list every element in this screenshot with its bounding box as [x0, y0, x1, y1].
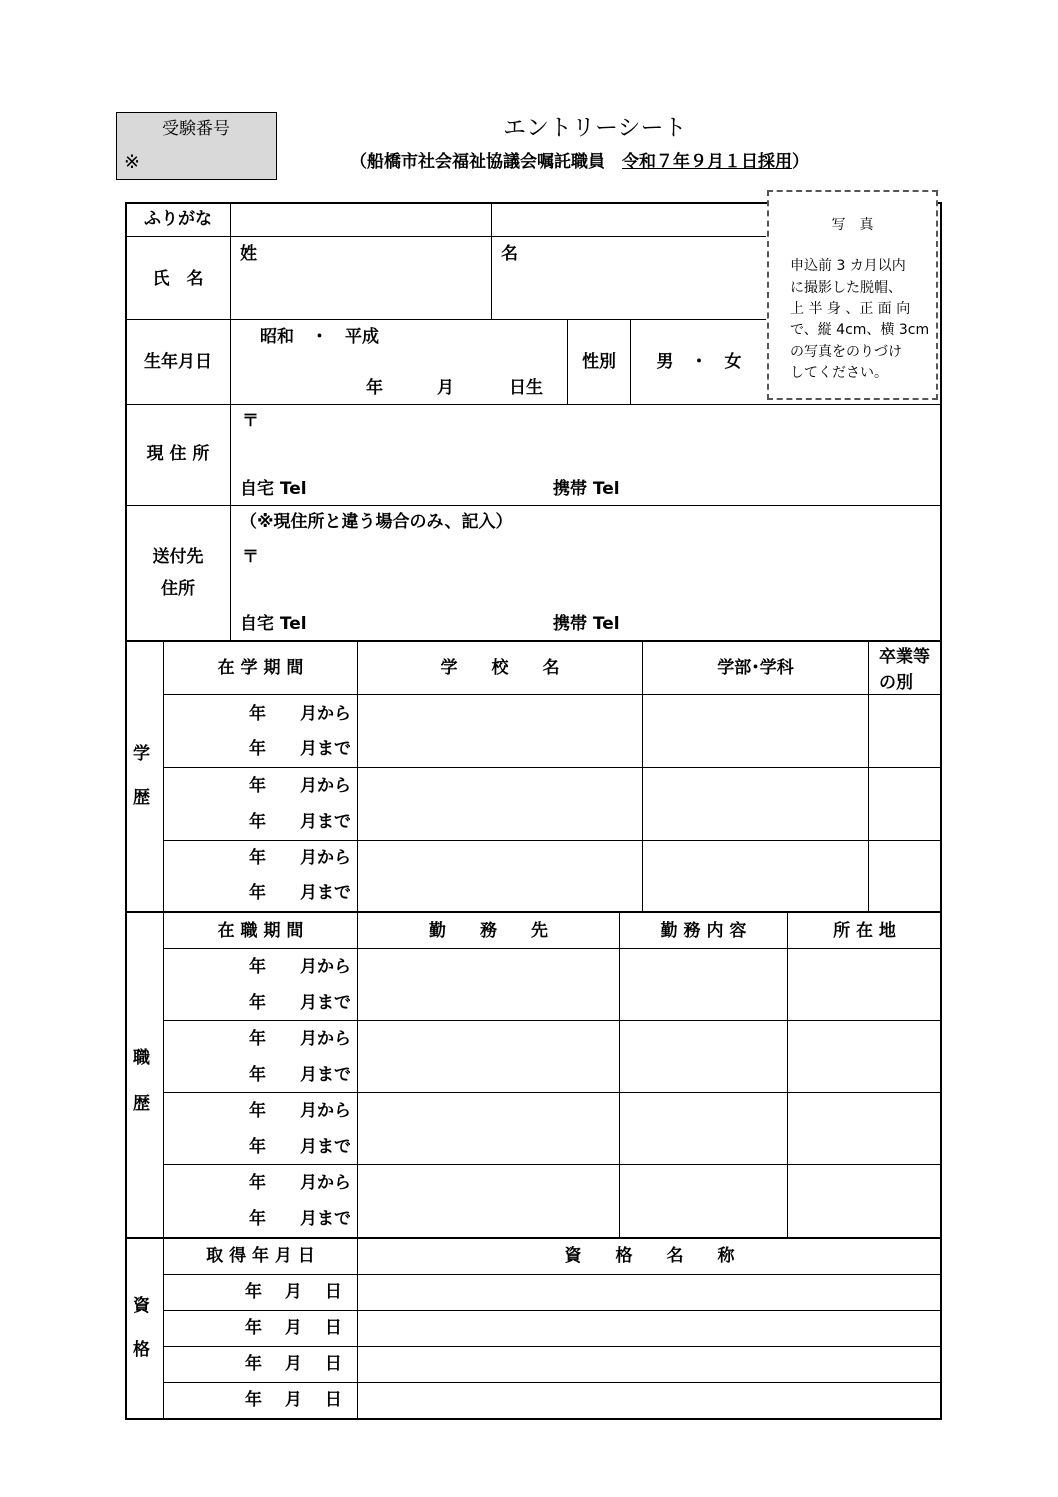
work-row-line-3 — [164, 1164, 941, 1165]
mailing-home-tel: 自宅 Tel — [240, 614, 307, 634]
edu-row-line-1 — [164, 767, 941, 768]
edu-row-line-2 — [164, 840, 941, 841]
subtitle-prefix: （船橋市社会福祉協議会嘱託職員 — [350, 152, 622, 172]
edu-row-3-from: 年 月から — [249, 848, 351, 868]
address-postal: 〒 — [242, 411, 259, 431]
side-label-divider — [163, 641, 164, 1419]
work-row-2-to: 年 月まで — [249, 1065, 351, 1085]
edu-header-period: 在 学 期 間 — [217, 658, 304, 678]
edu-side-label-1: 学 — [133, 744, 150, 764]
work-period-divider — [357, 912, 358, 1237]
mailing-mobile-tel: 携帯 Tel — [553, 614, 620, 634]
birth-day-unit: 日生 — [509, 378, 543, 398]
surname-label: 姓 — [240, 244, 257, 264]
qual-header-name: 資 格 名 称 — [564, 1246, 735, 1266]
edu-school-field-1[interactable] — [359, 696, 641, 766]
address-label: 現 住 所 — [146, 444, 210, 464]
address-row-line — [126, 505, 941, 506]
photo-instructions-6: してください。 — [790, 365, 888, 381]
work-employer-field-2[interactable] — [359, 1022, 618, 1091]
address-mobile-tel: 携帯 Tel — [553, 479, 620, 499]
given-name-field[interactable] — [493, 238, 765, 318]
furigana-label: ふりがな — [144, 209, 212, 229]
edu-period-divider — [357, 641, 358, 911]
work-employer-field-4[interactable] — [359, 1166, 618, 1235]
qual-row-1-date: 年 月 日 — [245, 1282, 342, 1302]
work-row-2-from: 年 月から — [249, 1029, 351, 1049]
work-row-4-to: 年 月まで — [249, 1209, 351, 1229]
edu-header-line — [164, 694, 941, 695]
work-row-1-to: 年 月まで — [249, 993, 351, 1013]
qual-header-date: 取 得 年 月 日 — [206, 1246, 315, 1266]
birth-label: 生年月日 — [144, 352, 212, 372]
photo-label: 写 真 — [831, 217, 874, 233]
edu-school-divider — [642, 641, 643, 911]
edu-header-faculty: 学部･学科 — [717, 658, 794, 678]
qual-row-line-3 — [164, 1382, 941, 1383]
work-duties-divider — [787, 912, 788, 1237]
exam-number-mark: ※ — [124, 151, 140, 173]
page-title: エントリーシート — [503, 115, 687, 141]
edu-faculty-divider — [868, 641, 869, 911]
work-side-label-2: 歴 — [133, 1094, 150, 1114]
work-row-3-from: 年 月から — [249, 1101, 351, 1121]
work-header-duties: 勤 務 内 容 — [660, 921, 747, 941]
photo-instructions-3: 上 半 身 、正 面 向 — [790, 301, 911, 317]
given-name-label: 名 — [501, 244, 518, 264]
sex-label: 性別 — [582, 352, 616, 372]
name-label: 氏 名 — [152, 269, 204, 289]
mailing-note: （※現住所と違う場合のみ、記入） — [240, 512, 513, 532]
qual-row-2-date: 年 月 日 — [245, 1318, 342, 1338]
qual-row-3-date: 年 月 日 — [245, 1354, 342, 1374]
subtitle-date: 令和７年９月１日採用 — [622, 152, 792, 172]
subtitle-suffix: ） — [792, 152, 809, 172]
work-employer-field-3[interactable] — [359, 1094, 618, 1163]
work-side-label-1: 職 — [133, 1048, 150, 1068]
sex-value-divider — [630, 320, 631, 404]
qual-row-line-2 — [164, 1346, 941, 1347]
edu-header-grad-2: の別 — [879, 673, 913, 693]
edu-header-school: 学 校 名 — [440, 658, 560, 678]
sex-options[interactable]: 男 ・ 女 — [656, 352, 742, 372]
edu-header-grad-1: 卒業等 — [879, 647, 930, 667]
name-row-line — [126, 319, 766, 320]
edu-row-1-from: 年 月から — [249, 704, 351, 724]
edu-row-2-from: 年 月から — [249, 776, 351, 796]
qual-side-label-2: 格 — [133, 1340, 150, 1360]
work-row-line-2 — [164, 1092, 941, 1093]
edu-row-3-to: 年 月まで — [249, 883, 351, 903]
work-header-location: 所 在 地 — [833, 921, 896, 941]
qual-name-field-3[interactable] — [359, 1348, 939, 1381]
qual-name-field-1[interactable] — [359, 1276, 939, 1309]
birth-row-line — [126, 404, 941, 405]
mailing-postal: 〒 — [242, 547, 259, 567]
address-field[interactable] — [232, 406, 938, 476]
qual-header-line — [164, 1274, 941, 1275]
mailing-label-2: 住所 — [161, 579, 195, 599]
furigana-line — [126, 236, 766, 237]
exam-number-label: 受験番号 — [162, 119, 230, 139]
qual-row-4-date: 年 月 日 — [245, 1390, 342, 1410]
work-row-line-1 — [164, 1020, 941, 1021]
photo-instructions-2: に撮影した脱帽、 — [790, 280, 902, 296]
mailing-label-1: 送付先 — [152, 547, 204, 567]
qual-row-line-1 — [164, 1310, 941, 1311]
furigana-surname-field[interactable] — [232, 204, 490, 235]
work-row-1-from: 年 月から — [249, 957, 351, 977]
birth-month-unit: 月 — [437, 378, 454, 398]
name-divider — [491, 203, 492, 319]
work-bottom-line — [126, 1237, 941, 1239]
photo-instructions-5: の写真をのりづけ — [790, 344, 902, 360]
qual-side-label-1: 資 — [133, 1296, 150, 1316]
label-divider — [230, 203, 231, 641]
photo-instructions-1: 申込前 3 カ月以内 — [790, 258, 906, 274]
work-row-4-from: 年 月から — [249, 1173, 351, 1193]
work-header-period: 在 職 期 間 — [217, 921, 304, 941]
edu-school-field-3[interactable] — [359, 842, 641, 910]
work-header-employer: 勤 務 先 — [429, 921, 548, 941]
work-row-3-to: 年 月まで — [249, 1137, 351, 1157]
mailing-row-line — [126, 640, 941, 642]
work-employer-field-1[interactable] — [359, 950, 618, 1019]
edu-row-1-to: 年 月まで — [249, 739, 351, 759]
surname-field[interactable] — [232, 238, 490, 318]
mailing-field[interactable] — [232, 540, 938, 610]
work-header-line — [164, 948, 941, 949]
furigana-given-field[interactable] — [493, 204, 765, 235]
work-employer-divider — [619, 912, 620, 1237]
edu-bottom-line — [126, 911, 941, 913]
photo-instructions-4: で、縦 4cm、横 3cm — [790, 322, 930, 338]
qual-date-divider — [357, 1238, 358, 1419]
qual-name-field-2[interactable] — [359, 1312, 939, 1345]
page-subtitle — [350, 154, 809, 171]
address-home-tel: 自宅 Tel — [240, 479, 307, 499]
birth-era[interactable]: 昭和 ・ 平成 — [260, 327, 379, 347]
edu-school-field-2[interactable] — [359, 769, 641, 839]
birth-year-unit: 年 — [366, 378, 383, 398]
edu-row-2-to: 年 月まで — [249, 812, 351, 832]
qual-name-field-4[interactable] — [359, 1384, 939, 1417]
edu-side-label-2: 歴 — [133, 788, 150, 808]
